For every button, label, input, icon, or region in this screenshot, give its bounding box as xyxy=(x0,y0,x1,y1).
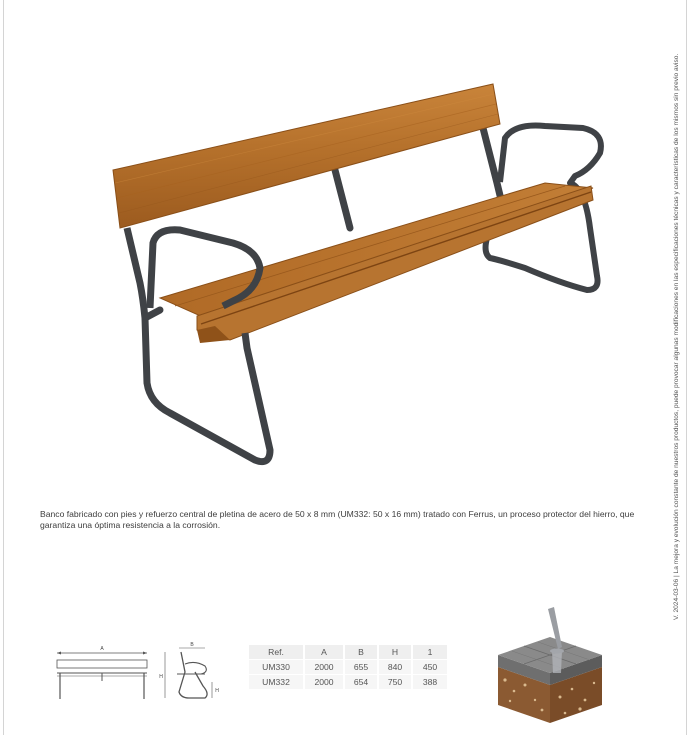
specs-cell-a: 2000 xyxy=(305,675,343,689)
specs-cell-ref: UM332 xyxy=(249,675,303,689)
specs-header-a: A xyxy=(305,645,343,659)
specs-header-b: B xyxy=(345,645,377,659)
front-dimension-drawing xyxy=(52,643,157,705)
dim-label-h: H xyxy=(159,674,163,680)
table-row xyxy=(249,660,447,674)
side-note: V. 2024-03-06 | La mejora y evolución constante de nuestros productos, puede provocar algunas modificaciones en las especificaciones técnicas y características de los mismos sin previo aviso. xyxy=(673,53,680,620)
specs-cell-a: 2000 xyxy=(305,660,343,674)
dim-label-h2: H xyxy=(215,688,219,694)
bench-illustration xyxy=(105,78,610,473)
specs-cell-b: 655 xyxy=(345,660,377,674)
anchor-foundation-illustration xyxy=(490,605,610,727)
specs-cell-h: 750 xyxy=(379,675,411,689)
specs-header-1: 1 xyxy=(413,645,447,659)
specs-header-row xyxy=(249,645,447,659)
specs-header-ref: Ref. xyxy=(249,645,303,659)
specs-cell-b: 654 xyxy=(345,675,377,689)
specs-header-h: H xyxy=(379,645,411,659)
dim-label-a: A xyxy=(100,646,104,652)
specs-table xyxy=(247,644,449,690)
dim-label-b: B xyxy=(190,642,194,648)
table-row xyxy=(249,675,447,689)
specs-cell-1: 450 xyxy=(413,660,447,674)
specs-cell-h: 840 xyxy=(379,660,411,674)
side-dimension-drawing xyxy=(155,642,225,704)
specs-cell-ref: UM330 xyxy=(249,660,303,674)
specs-cell-1: 388 xyxy=(413,675,447,689)
product-description: Banco fabricado con pies y refuerzo central de pletina de acero de 50 x 8 mm (UM332: 50 x 16 mm) tratado con Ferrus, un proceso protector del hierro, que garantiza una óptima resistencia a la corrosión. xyxy=(40,508,635,531)
